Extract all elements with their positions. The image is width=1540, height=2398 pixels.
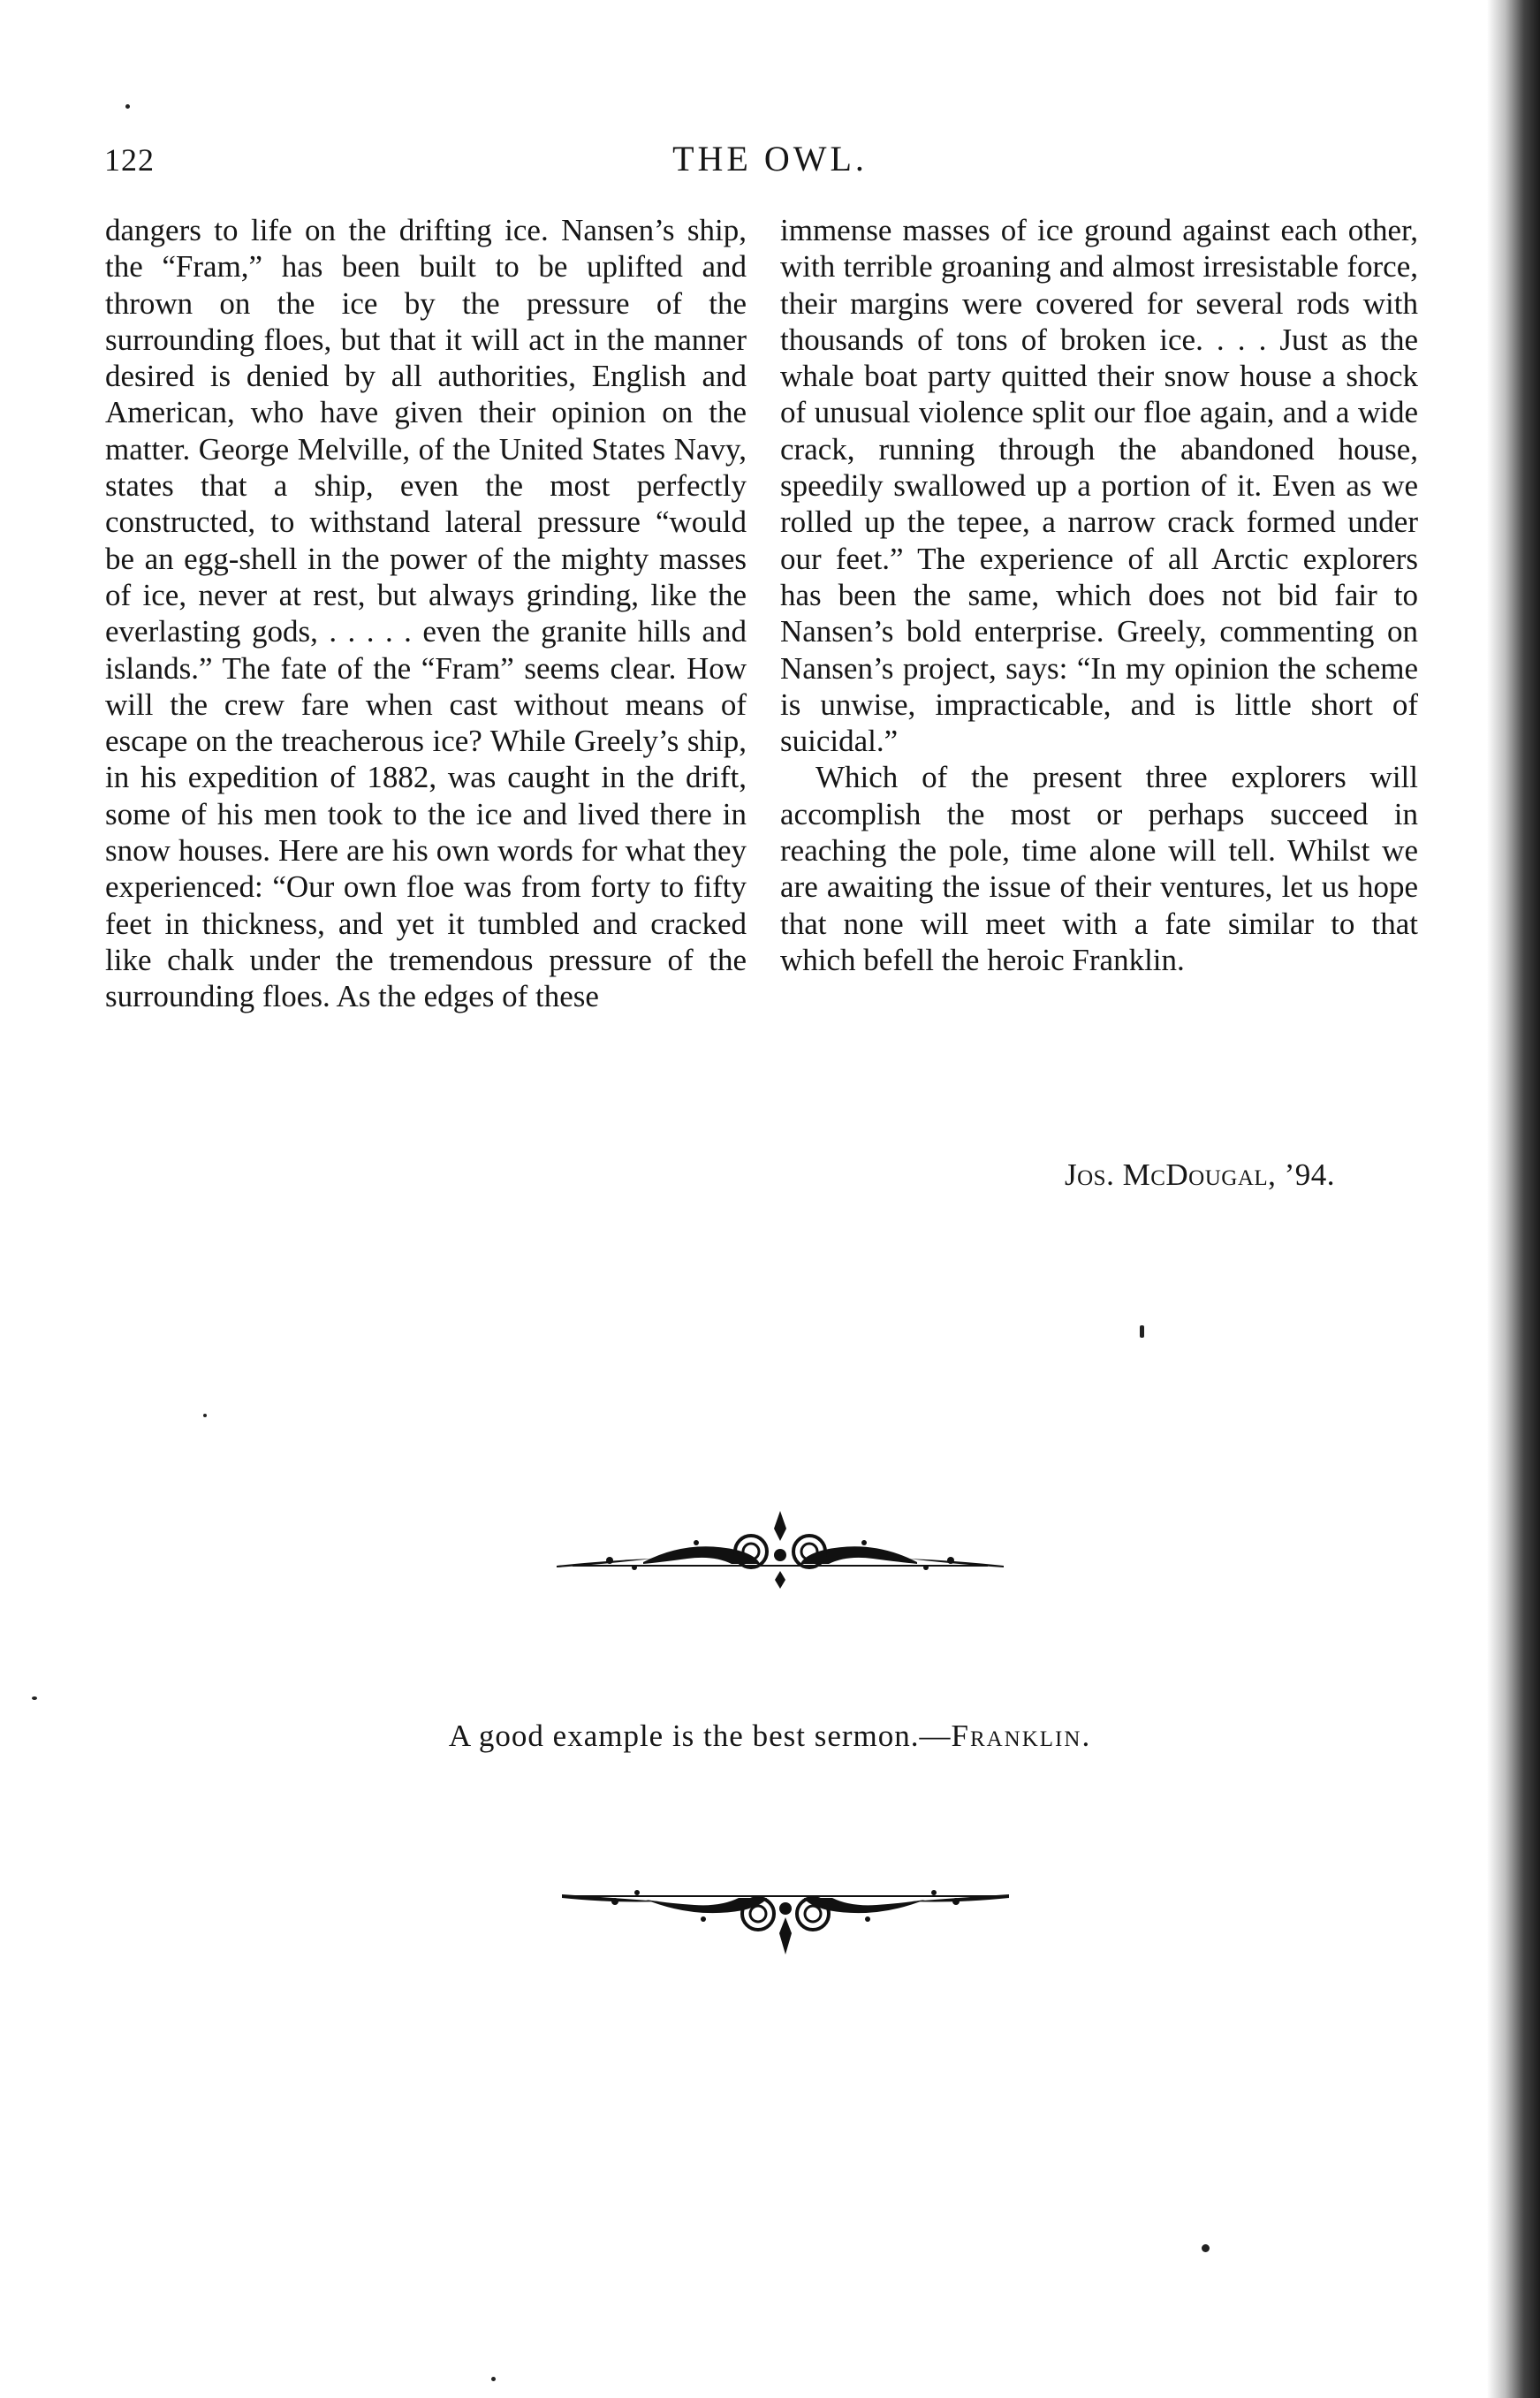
ink-speck xyxy=(125,104,130,109)
signature-name: Jos. McDougal xyxy=(1065,1157,1269,1192)
ink-speck xyxy=(32,1696,37,1700)
article-paragraph: Which of the present three explorers will accomplish the most or perhaps succeed in reaching the pole, time alone will tell. Whilst we are awaiting the issue of their ventures, let us hope that none will meet with a fate similar to that which befell the heroic Franklin. xyxy=(780,760,1418,977)
ink-speck xyxy=(491,2377,496,2381)
page-number: 122 xyxy=(104,142,155,178)
article-paragraph: immense masses of ice ground against each other, with terrible groaning and almost irresistable force, their margins were covered for several rods with thousands of tons of broken ice. . . . Just as the whale boat party quitted their snow house a shock of unusual violence split our floe again, and a wide crack, running through the abandoned house, speedily swallowed up a portion of it. Even as we rolled up the tepee, a narrow crack formed under our feet.” The experience of all Arctic explorers has been the same, which does not bid fair to Nansen’s bold enterprise. Greely, commenting on Nansen’s project, says: “In my opinion the scheme is unwise, impracticable, and is little short of suicidal.” xyxy=(780,213,1418,759)
author-signature xyxy=(1065,1157,1335,1193)
quote-text: A good example is the best sermon.— xyxy=(448,1719,952,1753)
ink-speck xyxy=(1140,1325,1144,1338)
signature-year: , ’94. xyxy=(1268,1157,1336,1192)
scan-page-edge xyxy=(1487,0,1540,2398)
article-right-column xyxy=(780,212,1418,978)
scroll-ornament-icon xyxy=(562,1875,1009,1956)
running-head-title: THE OWL. xyxy=(672,139,868,178)
article-left-column xyxy=(105,212,747,1015)
scroll-ornament-icon xyxy=(555,1509,1005,1589)
article-paragraph: dangers to life on the drifting ice. Nansen’s ship, the “Fram,” has been built to be uplifted and thrown on the ice by the pressure of the surrounding floes, but that it will act in the manner desired is denied by all authorities, English and American, who have given their opinion on the matter. George Melville, of the United States Navy, states that a ship, even the most perfectly constructed, to withstand lateral pressure “would be an egg-shell in the power of the mighty masses of ice, never at rest, but always grinding, like the everlasting gods, . . . . . even the granite hills and islands.” The fate of the “Fram” seems clear. How will the crew fare when cast without means of escape on the treacherous ice? While Greely’s ship, in his expedition of 1882, was caught in the drift, some of his men took to the ice and lived there in snow houses. Here are his own words for what they experienced: “Our own floe was from forty to fifty feet in thickness, and yet it tumbled and cracked like chalk under the tremendous pressure of the surrounding floes. As the edges of these xyxy=(105,213,747,1014)
ink-speck xyxy=(1202,2244,1210,2252)
closing-quote xyxy=(0,1719,1540,1754)
ink-speck xyxy=(203,1414,207,1417)
quote-author: Franklin. xyxy=(951,1719,1092,1753)
